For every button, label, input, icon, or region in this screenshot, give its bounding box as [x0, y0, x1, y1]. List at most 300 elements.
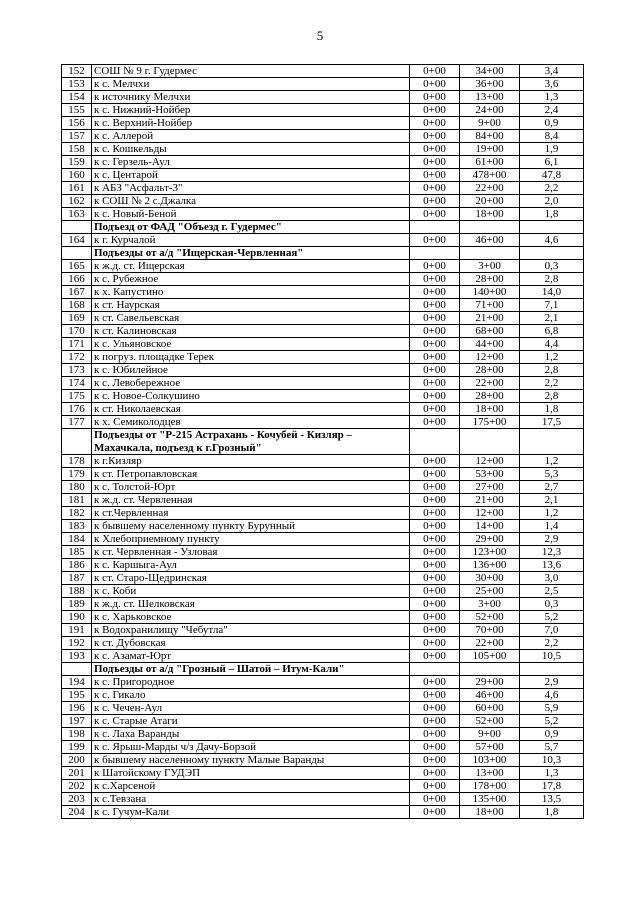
- road-name-cell: к ст. Дубовская: [92, 637, 410, 650]
- table-row: [62, 312, 584, 325]
- end-cell: 70+00: [460, 624, 520, 637]
- length-cell: 7,1: [520, 299, 584, 312]
- row-number-cell: 186: [62, 559, 92, 572]
- table-row: [62, 741, 584, 754]
- row-number-cell: 159: [62, 156, 92, 169]
- start-cell: [410, 663, 460, 676]
- start-cell: 0+00: [410, 286, 460, 299]
- row-number-cell: 175: [62, 390, 92, 403]
- end-cell: 3+00: [460, 598, 520, 611]
- end-cell: [460, 221, 520, 234]
- row-number-cell: 154: [62, 91, 92, 104]
- row-number-cell: 179: [62, 468, 92, 481]
- start-cell: 0+00: [410, 416, 460, 429]
- end-cell: 478+00: [460, 169, 520, 182]
- length-cell: 1,8: [520, 403, 584, 416]
- end-cell: 46+00: [460, 689, 520, 702]
- table-row: [62, 260, 584, 273]
- start-cell: 0+00: [410, 351, 460, 364]
- road-name-cell: к х. Семиколодцев: [92, 416, 410, 429]
- row-number-cell: 187: [62, 572, 92, 585]
- table-row: [62, 780, 584, 793]
- end-cell: 30+00: [460, 572, 520, 585]
- road-name-cell: к Водохранилищу "Чебутла": [92, 624, 410, 637]
- start-cell: [410, 221, 460, 234]
- start-cell: 0+00: [410, 325, 460, 338]
- road-name-cell: СОШ № 9 г. Гудермес: [92, 65, 410, 78]
- start-cell: 0+00: [410, 104, 460, 117]
- length-cell: 2,5: [520, 585, 584, 598]
- length-cell: 47,8: [520, 169, 584, 182]
- start-cell: 0+00: [410, 130, 460, 143]
- road-name-cell: к источнику Мелчхи: [92, 91, 410, 104]
- row-number-cell: 194: [62, 676, 92, 689]
- start-cell: 0+00: [410, 156, 460, 169]
- road-name-cell: к погруз. площадке Терек: [92, 351, 410, 364]
- end-cell: 29+00: [460, 533, 520, 546]
- road-name-cell: к ж.д. ст. Ищерская: [92, 260, 410, 273]
- end-cell: 34+00: [460, 65, 520, 78]
- road-name-cell: к с. Ярыш-Марды ч/з Дачу-Борзой: [92, 741, 410, 754]
- row-number-cell: [62, 247, 92, 260]
- start-cell: 0+00: [410, 91, 460, 104]
- length-cell: 4,6: [520, 689, 584, 702]
- length-cell: 1,8: [520, 208, 584, 221]
- start-cell: 0+00: [410, 507, 460, 520]
- page-number: 5: [316, 28, 324, 43]
- table-row: [62, 715, 584, 728]
- end-cell: 19+00: [460, 143, 520, 156]
- start-cell: 0+00: [410, 754, 460, 767]
- row-number-cell: 152: [62, 65, 92, 78]
- start-cell: 0+00: [410, 559, 460, 572]
- end-cell: 36+00: [460, 78, 520, 91]
- row-number-cell: 197: [62, 715, 92, 728]
- road-name-cell: к ст. Николаевская: [92, 403, 410, 416]
- road-name-cell: к ж.д. ст. Шелковская: [92, 598, 410, 611]
- row-number-cell: 165: [62, 260, 92, 273]
- row-number-cell: 178: [62, 455, 92, 468]
- start-cell: 0+00: [410, 390, 460, 403]
- length-cell: 1,2: [520, 455, 584, 468]
- table-row: [62, 286, 584, 299]
- road-name-cell: к ст. Червленная - Узловая: [92, 546, 410, 559]
- length-cell: 3,0: [520, 572, 584, 585]
- row-number-cell: 195: [62, 689, 92, 702]
- length-cell: 0,9: [520, 728, 584, 741]
- table-row: [62, 507, 584, 520]
- row-number-cell: 190: [62, 611, 92, 624]
- table-row: [62, 169, 584, 182]
- end-cell: 140+00: [460, 286, 520, 299]
- table-row: [62, 806, 584, 819]
- roads-table-body: [62, 65, 584, 819]
- table-row: [62, 546, 584, 559]
- length-cell: 3,6: [520, 78, 584, 91]
- road-name-cell: к ст. Старо-Щедринская: [92, 572, 410, 585]
- table-row: [62, 130, 584, 143]
- length-cell: 5,2: [520, 611, 584, 624]
- row-number-cell: 203: [62, 793, 92, 806]
- road-name-cell: к с. Старые Атаги: [92, 715, 410, 728]
- end-cell: 28+00: [460, 364, 520, 377]
- section-title: Подъезд от ФАД "Объезд г. Гудермес": [92, 221, 410, 234]
- row-number-cell: 183: [62, 520, 92, 533]
- end-cell: 135+00: [460, 793, 520, 806]
- start-cell: 0+00: [410, 143, 460, 156]
- row-number-cell: 177: [62, 416, 92, 429]
- length-cell: [520, 429, 584, 455]
- table-row: [62, 91, 584, 104]
- end-cell: 136+00: [460, 559, 520, 572]
- start-cell: 0+00: [410, 650, 460, 663]
- section-title: Подъезды от "Р-215 Астрахань - Кочубей - Кизляр – Махачкала, подъезд к г.Грозный": [92, 429, 410, 455]
- end-cell: 28+00: [460, 273, 520, 286]
- end-cell: 12+00: [460, 455, 520, 468]
- row-number-cell: 158: [62, 143, 92, 156]
- start-cell: 0+00: [410, 637, 460, 650]
- length-cell: [520, 221, 584, 234]
- length-cell: 7,0: [520, 624, 584, 637]
- start-cell: 0+00: [410, 117, 460, 130]
- row-number-cell: 174: [62, 377, 92, 390]
- road-name-cell: к с. Толстой-Юрт: [92, 481, 410, 494]
- start-cell: 0+00: [410, 403, 460, 416]
- start-cell: 0+00: [410, 455, 460, 468]
- row-number-cell: 156: [62, 117, 92, 130]
- table-row: [62, 611, 584, 624]
- row-number-cell: 185: [62, 546, 92, 559]
- end-cell: 29+00: [460, 676, 520, 689]
- row-number-cell: 172: [62, 351, 92, 364]
- end-cell: 28+00: [460, 390, 520, 403]
- table-row: [62, 104, 584, 117]
- end-cell: 9+00: [460, 117, 520, 130]
- length-cell: 0,3: [520, 260, 584, 273]
- end-cell: [460, 429, 520, 455]
- row-number-cell: 161: [62, 182, 92, 195]
- end-cell: 18+00: [460, 806, 520, 819]
- row-number-cell: 193: [62, 650, 92, 663]
- section-header-row: [62, 247, 584, 260]
- table-row: [62, 364, 584, 377]
- length-cell: 2,8: [520, 390, 584, 403]
- row-number-cell: 169: [62, 312, 92, 325]
- table-row: [62, 728, 584, 741]
- road-name-cell: к с. Верхний-Нойбер: [92, 117, 410, 130]
- table-row: [62, 273, 584, 286]
- row-number-cell: 176: [62, 403, 92, 416]
- length-cell: 5,7: [520, 741, 584, 754]
- road-name-cell: к ж.д. ст. Червленная: [92, 494, 410, 507]
- section-header-row: [62, 429, 584, 455]
- end-cell: 22+00: [460, 182, 520, 195]
- start-cell: 0+00: [410, 572, 460, 585]
- end-cell: 178+00: [460, 780, 520, 793]
- length-cell: 1,2: [520, 351, 584, 364]
- length-cell: 6,1: [520, 156, 584, 169]
- length-cell: [520, 663, 584, 676]
- end-cell: 52+00: [460, 715, 520, 728]
- row-number-cell: 199: [62, 741, 92, 754]
- length-cell: 14,0: [520, 286, 584, 299]
- start-cell: 0+00: [410, 533, 460, 546]
- length-cell: 1,2: [520, 507, 584, 520]
- start-cell: 0+00: [410, 624, 460, 637]
- table-row: [62, 624, 584, 637]
- section-header-row: [62, 663, 584, 676]
- length-cell: 2,9: [520, 533, 584, 546]
- row-number-cell: 162: [62, 195, 92, 208]
- length-cell: 1,8: [520, 806, 584, 819]
- length-cell: 10,5: [520, 650, 584, 663]
- road-name-cell: к с. Рубежное: [92, 273, 410, 286]
- table-row: [62, 403, 584, 416]
- start-cell: 0+00: [410, 767, 460, 780]
- row-number-cell: 167: [62, 286, 92, 299]
- table-row: [62, 637, 584, 650]
- start-cell: 0+00: [410, 494, 460, 507]
- end-cell: 18+00: [460, 208, 520, 221]
- end-cell: 52+00: [460, 611, 520, 624]
- start-cell: 0+00: [410, 741, 460, 754]
- row-number-cell: 163: [62, 208, 92, 221]
- road-name-cell: к с.Тевзана: [92, 793, 410, 806]
- row-number-cell: 202: [62, 780, 92, 793]
- road-name-cell: к г.Кизляр: [92, 455, 410, 468]
- end-cell: 12+00: [460, 507, 520, 520]
- table-row: [62, 559, 584, 572]
- table-row: [62, 377, 584, 390]
- end-cell: 22+00: [460, 377, 520, 390]
- end-cell: 123+00: [460, 546, 520, 559]
- row-number-cell: 189: [62, 598, 92, 611]
- start-cell: 0+00: [410, 195, 460, 208]
- table-row: [62, 793, 584, 806]
- road-name-cell: к с. Левобережное: [92, 377, 410, 390]
- table-row: [62, 598, 584, 611]
- table-row: [62, 195, 584, 208]
- start-cell: [410, 429, 460, 455]
- row-number-cell: 201: [62, 767, 92, 780]
- road-name-cell: к с. Гучум-Кали: [92, 806, 410, 819]
- roads-table: [61, 64, 584, 819]
- end-cell: 44+00: [460, 338, 520, 351]
- table-row: [62, 650, 584, 663]
- end-cell: 14+00: [460, 520, 520, 533]
- table-row: [62, 754, 584, 767]
- start-cell: 0+00: [410, 793, 460, 806]
- table-row: [62, 676, 584, 689]
- end-cell: 53+00: [460, 468, 520, 481]
- road-name-cell: к с. Кошкельды: [92, 143, 410, 156]
- road-name-cell: к с. Гикало: [92, 689, 410, 702]
- roads-table-container: [61, 64, 583, 819]
- end-cell: 18+00: [460, 403, 520, 416]
- road-name-cell: к ст. Наурская: [92, 299, 410, 312]
- road-name-cell: к бывшему населенному пункту Бурунный: [92, 520, 410, 533]
- row-number-cell: 157: [62, 130, 92, 143]
- row-number-cell: 196: [62, 702, 92, 715]
- end-cell: [460, 247, 520, 260]
- row-number-cell: 192: [62, 637, 92, 650]
- end-cell: 27+00: [460, 481, 520, 494]
- length-cell: 1,4: [520, 520, 584, 533]
- length-cell: 5,3: [520, 468, 584, 481]
- length-cell: 2,7: [520, 481, 584, 494]
- table-row: [62, 585, 584, 598]
- road-name-cell: к Шатойскому ГУДЭП: [92, 767, 410, 780]
- table-row: [62, 767, 584, 780]
- road-name-cell: к с. Лаха Варанды: [92, 728, 410, 741]
- road-name-cell: к с. Азамат-Юрт: [92, 650, 410, 663]
- end-cell: 68+00: [460, 325, 520, 338]
- road-name-cell: к с. Аллерой: [92, 130, 410, 143]
- length-cell: 0,9: [520, 117, 584, 130]
- length-cell: 2,8: [520, 364, 584, 377]
- end-cell: 46+00: [460, 234, 520, 247]
- road-name-cell: к с. Каршыга-Аул: [92, 559, 410, 572]
- start-cell: 0+00: [410, 260, 460, 273]
- start-cell: 0+00: [410, 312, 460, 325]
- road-name-cell: к с.Харсеной: [92, 780, 410, 793]
- row-number-cell: 181: [62, 494, 92, 507]
- road-name-cell: к ст. Калиновская: [92, 325, 410, 338]
- length-cell: 2,1: [520, 494, 584, 507]
- row-number-cell: 188: [62, 585, 92, 598]
- table-row: [62, 78, 584, 91]
- row-number-cell: 173: [62, 364, 92, 377]
- row-number-cell: 180: [62, 481, 92, 494]
- end-cell: 84+00: [460, 130, 520, 143]
- start-cell: 0+00: [410, 273, 460, 286]
- road-name-cell: к с. Чечен-Аул: [92, 702, 410, 715]
- start-cell: 0+00: [410, 702, 460, 715]
- start-cell: 0+00: [410, 806, 460, 819]
- road-name-cell: к с. Герзель-Аул: [92, 156, 410, 169]
- start-cell: 0+00: [410, 234, 460, 247]
- start-cell: 0+00: [410, 65, 460, 78]
- table-row: [62, 481, 584, 494]
- row-number-cell: 160: [62, 169, 92, 182]
- road-name-cell: к с. Мелчхи: [92, 78, 410, 91]
- table-row: [62, 156, 584, 169]
- row-number-cell: 153: [62, 78, 92, 91]
- start-cell: 0+00: [410, 182, 460, 195]
- row-number-cell: [62, 663, 92, 676]
- length-cell: 5,2: [520, 715, 584, 728]
- table-row: [62, 338, 584, 351]
- table-row: [62, 351, 584, 364]
- end-cell: 13+00: [460, 767, 520, 780]
- length-cell: 2,2: [520, 377, 584, 390]
- road-name-cell: к ст. Савельевская: [92, 312, 410, 325]
- table-row: [62, 182, 584, 195]
- section-header-row: [62, 221, 584, 234]
- length-cell: 2,4: [520, 104, 584, 117]
- start-cell: 0+00: [410, 585, 460, 598]
- row-number-cell: [62, 429, 92, 455]
- length-cell: 1,9: [520, 143, 584, 156]
- length-cell: [520, 247, 584, 260]
- end-cell: 3+00: [460, 260, 520, 273]
- row-number-cell: 182: [62, 507, 92, 520]
- road-name-cell: к с. Центарой: [92, 169, 410, 182]
- row-number-cell: 204: [62, 806, 92, 819]
- road-name-cell: к бывшему населенному пункту Малые Варанды: [92, 754, 410, 767]
- table-row: [62, 234, 584, 247]
- table-row: [62, 494, 584, 507]
- table-row: [62, 689, 584, 702]
- end-cell: 105+00: [460, 650, 520, 663]
- table-row: [62, 520, 584, 533]
- road-name-cell: к г. Курчалой: [92, 234, 410, 247]
- table-row: [62, 416, 584, 429]
- road-name-cell: к ст.Червленная: [92, 507, 410, 520]
- road-name-cell: к с. Пригородное: [92, 676, 410, 689]
- row-number-cell: 155: [62, 104, 92, 117]
- table-row: [62, 468, 584, 481]
- start-cell: 0+00: [410, 598, 460, 611]
- length-cell: 6,8: [520, 325, 584, 338]
- length-cell: 5,9: [520, 702, 584, 715]
- start-cell: 0+00: [410, 520, 460, 533]
- end-cell: 25+00: [460, 585, 520, 598]
- length-cell: 17,8: [520, 780, 584, 793]
- start-cell: 0+00: [410, 468, 460, 481]
- start-cell: 0+00: [410, 715, 460, 728]
- row-number-cell: 191: [62, 624, 92, 637]
- end-cell: 103+00: [460, 754, 520, 767]
- end-cell: [460, 663, 520, 676]
- start-cell: 0+00: [410, 169, 460, 182]
- length-cell: 3,4: [520, 65, 584, 78]
- length-cell: 17,5: [520, 416, 584, 429]
- end-cell: 22+00: [460, 637, 520, 650]
- row-number-cell: 166: [62, 273, 92, 286]
- road-name-cell: к с. Новое-Солкушино: [92, 390, 410, 403]
- road-name-cell: к с. Новый-Беной: [92, 208, 410, 221]
- start-cell: 0+00: [410, 364, 460, 377]
- row-number-cell: 171: [62, 338, 92, 351]
- row-number-cell: 164: [62, 234, 92, 247]
- end-cell: 21+00: [460, 312, 520, 325]
- table-row: [62, 143, 584, 156]
- road-name-cell: к с. Юбилейное: [92, 364, 410, 377]
- length-cell: 4,4: [520, 338, 584, 351]
- row-number-cell: 170: [62, 325, 92, 338]
- length-cell: 10,3: [520, 754, 584, 767]
- length-cell: 2,2: [520, 182, 584, 195]
- length-cell: 2,0: [520, 195, 584, 208]
- length-cell: 13,6: [520, 559, 584, 572]
- section-title: Подъезды от а/д "Грозный – Шатой – Итум-Кали": [92, 663, 410, 676]
- length-cell: 1,3: [520, 767, 584, 780]
- road-name-cell: к с. Харьковское: [92, 611, 410, 624]
- row-number-cell: 200: [62, 754, 92, 767]
- start-cell: 0+00: [410, 481, 460, 494]
- start-cell: 0+00: [410, 546, 460, 559]
- end-cell: 13+00: [460, 91, 520, 104]
- row-number-cell: 198: [62, 728, 92, 741]
- table-row: [62, 325, 584, 338]
- table-row: [62, 572, 584, 585]
- length-cell: 2,8: [520, 273, 584, 286]
- start-cell: 0+00: [410, 377, 460, 390]
- length-cell: 4,6: [520, 234, 584, 247]
- end-cell: 61+00: [460, 156, 520, 169]
- road-name-cell: к АБЗ "Асфальт-3": [92, 182, 410, 195]
